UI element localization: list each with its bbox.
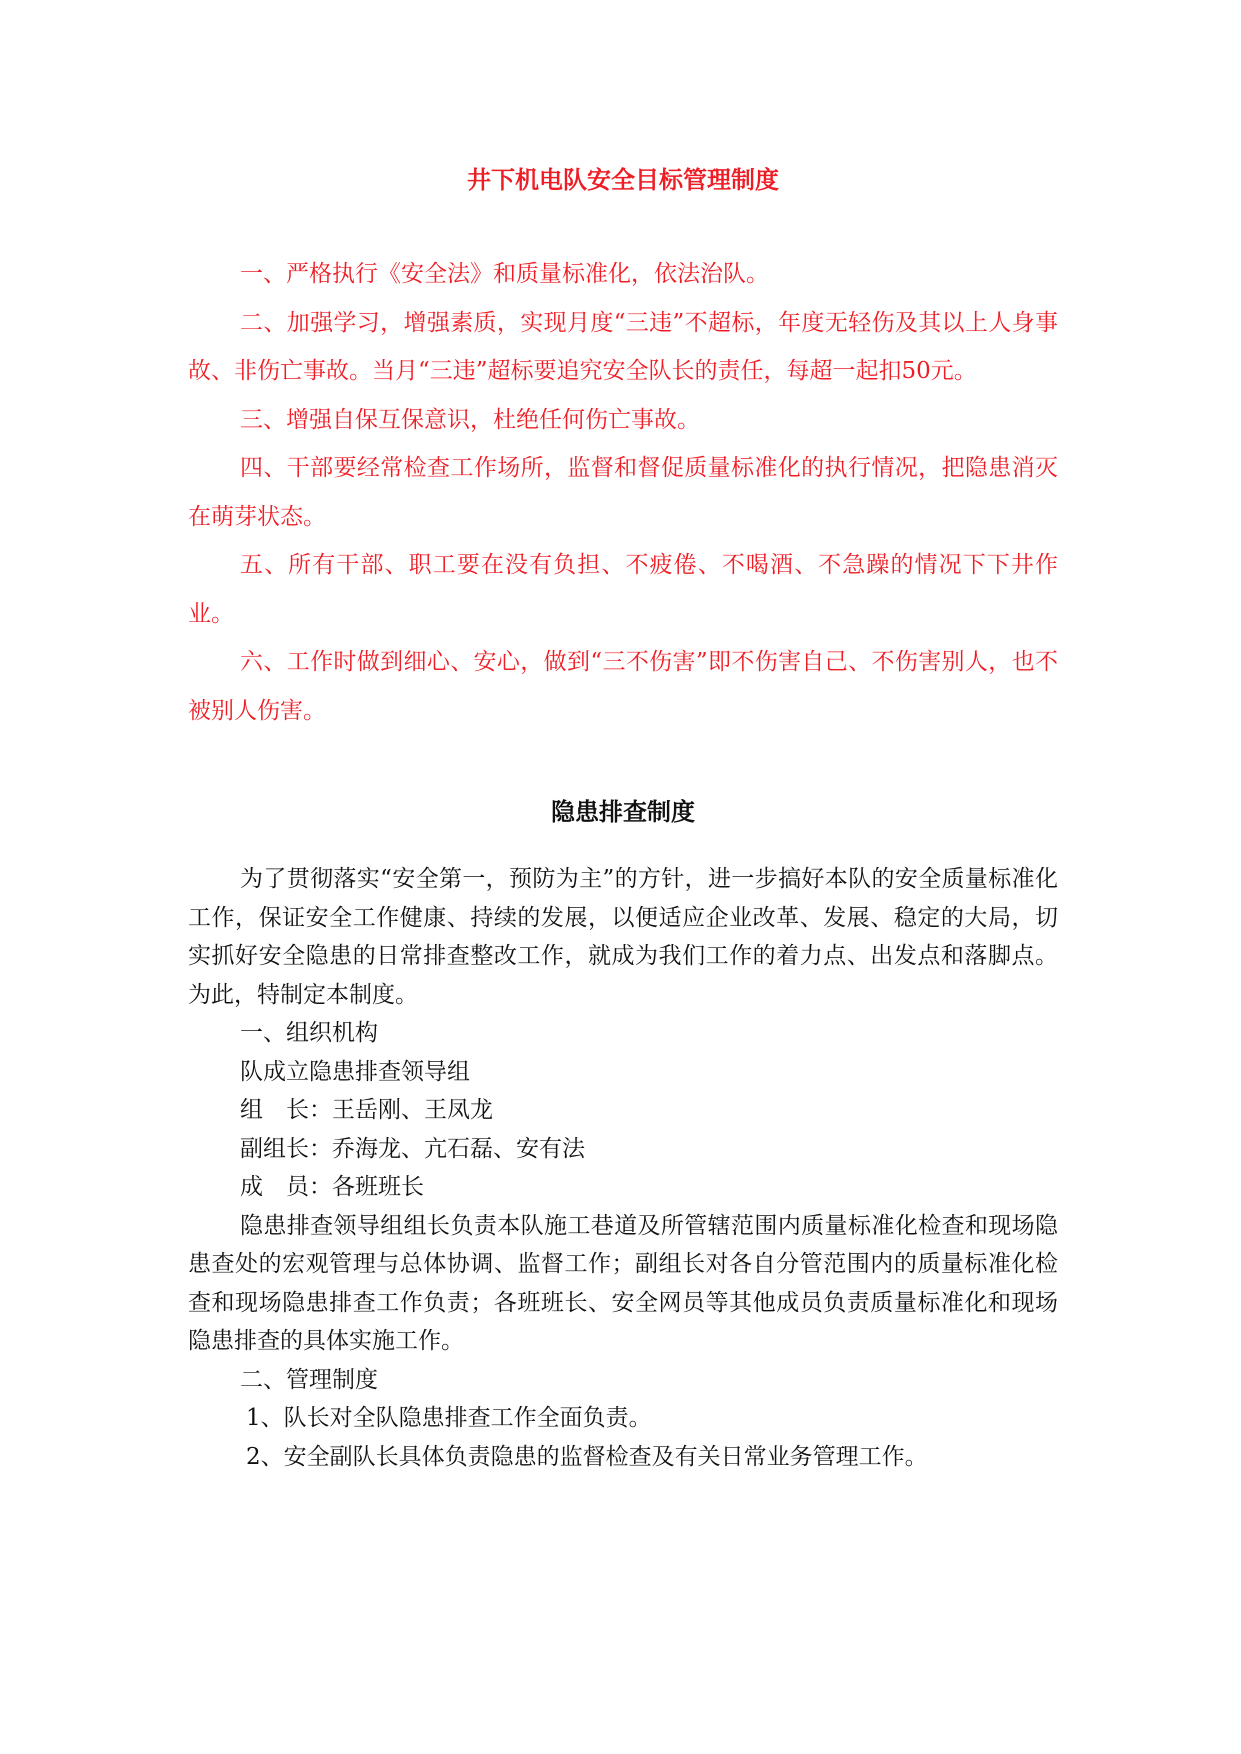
members-line: 成 员：各班班长 xyxy=(240,1174,424,1200)
rule-paragraph-2: 二、加强学习，增强素质，实现月度“三违”不超标，年度无轻伤及其以上人身事故、非伤亡事故。当月“三违”超标要追究安全队长的责任，每超一起扣50元。 xyxy=(188,309,1058,384)
group-leader-line: 组 长：王岳刚、王凤龙 xyxy=(240,1097,493,1123)
document-title-safety-target: 井下机电队安全目标管理制度 xyxy=(467,166,779,194)
section-heading-management: 二、管理制度 xyxy=(240,1366,378,1393)
section-heading-organization: 一、组织机构 xyxy=(240,1020,378,1046)
management-item-2: 2、安全副队长具体负责隐患的监督检查及有关日常业务管理工作。 xyxy=(246,1443,928,1470)
document-title-hazard-inspection: 隐患排查制度 xyxy=(551,798,695,826)
rule-paragraph-3: 三、增强自保互保意识，杜绝任何伤亡事故。 xyxy=(240,406,700,433)
rule-paragraph-5: 五、所有干部、职工要在没有负担、不疲倦、不喝酒、不急躁的情况下下井作业。 xyxy=(188,552,1058,627)
deputy-leader-line: 副组长：乔海龙、亢石磊、安有法 xyxy=(240,1135,585,1162)
management-item-1: 1、队长对全队隐患排查工作全面负责。 xyxy=(246,1405,652,1431)
document-page xyxy=(188,0,1058,1754)
rule-paragraph-4: 四、干部要经常检查工作场所，监督和督促质量标准化的执行情况，把隐患消灭在萌芽状态。 xyxy=(188,455,1058,530)
intro-paragraph: 为了贯彻落实“安全第一，预防为主”的方针，进一步搞好本队的安全质量标准化工作，保证安全工作健康、持续的发展，以便适应企业改革、发展、稳定的大局，切实抓好安全隐患的日常排查整改工作，就成为我们工作的着力点、出发点和落脚点。为此，特制定本制度。 xyxy=(188,866,1058,1008)
rule-paragraph-1: 一、严格执行《安全法》和质量标准化，依法治队。 xyxy=(240,261,769,287)
responsibility-paragraph: 隐患排查领导组组长负责本队施工巷道及所管辖范围内质量标准化检查和现场隐患查处的宏观管理与总体协调、监督工作；副组长对各自分管范围内的质量标准化检查和现场隐患排查工作负责；各班班长、安全网员等其他成员负责质量标准化和现场隐患排查的具体实施工作。 xyxy=(188,1212,1058,1354)
leadership-group-line: 队成立隐患排查领导组 xyxy=(240,1058,470,1085)
hazard-inspection-section xyxy=(188,860,1058,1476)
safety-target-section xyxy=(188,250,1058,735)
rule-paragraph-6: 六、工作时做到细心、安心，做到“三不伤害”即不伤害自己、不伤害别人，也不被别人伤害。 xyxy=(188,649,1058,724)
